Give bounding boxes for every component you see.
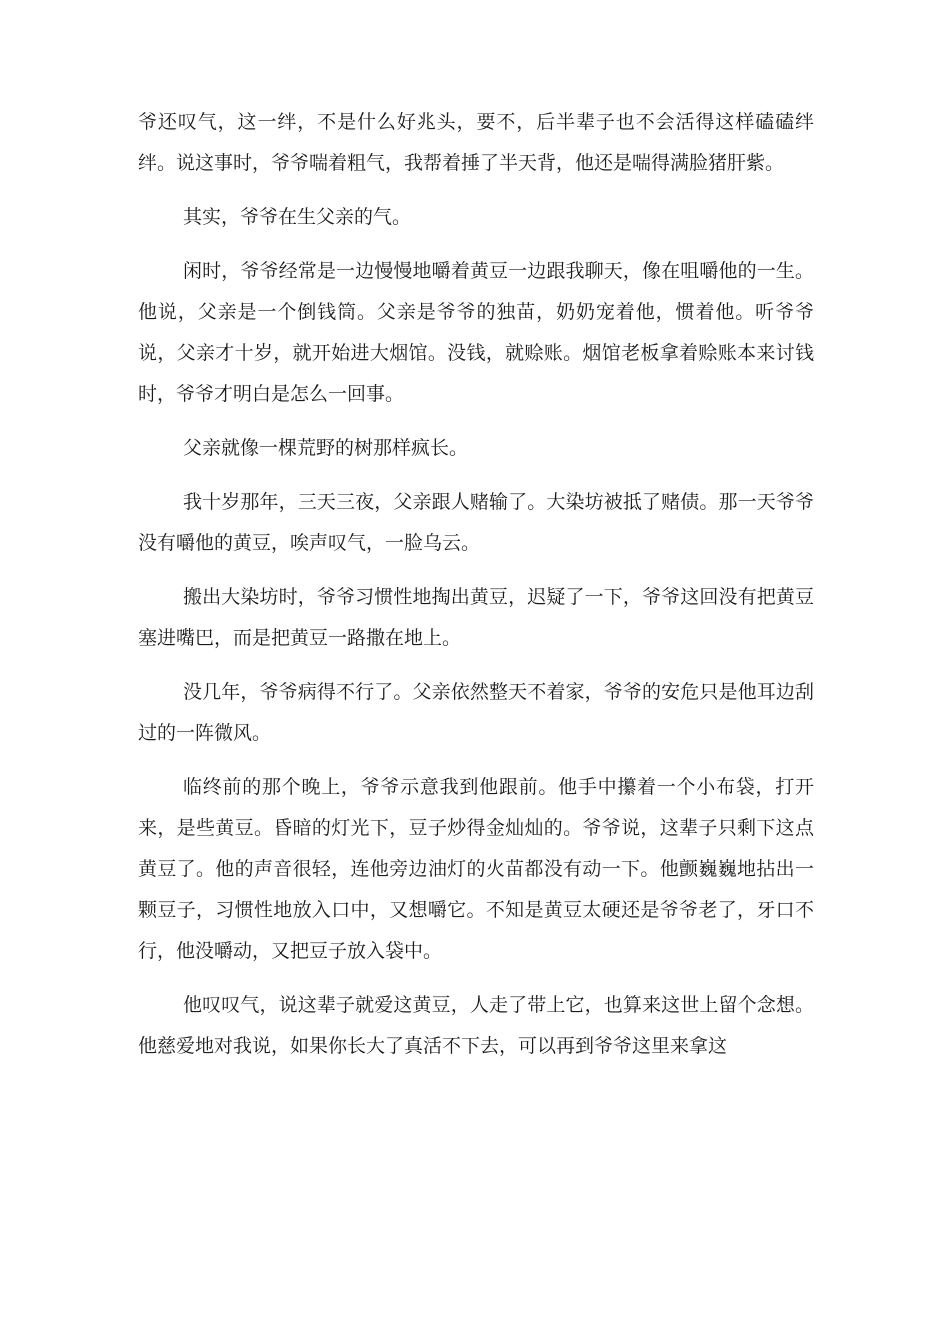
- paragraph: 临终前的那个晚上，爷爷示意我到他跟前。他手中攥着一个小布袋，打开来，是些黄豆。昏暗的灯光下，豆子炒得金灿灿的。爷爷说，这辈子只剩下这点黄豆了。他的声音很轻，连他旁边油灯的火苗都没有动一下。他颤巍巍地拈出一颗豆子，习惯性地放入口中，又想嚼它。不知是黄豆太硬还是爷爷老了，牙口不行，他没嚼动，又把豆子放入袋中。: [138, 776, 814, 962]
- paragraph: 我十岁那年，三天三夜，父亲跟人赌输了。大染坊被抵了赌债。那一天爷爷没有嚼他的黄豆，唉声叹气，一脸乌云。: [138, 491, 814, 554]
- paragraph: 父亲就像一棵荒野的树那样疯长。: [183, 437, 469, 459]
- body-text: [138, 102, 814, 1080]
- paragraph: 闲时，爷爷经常是一边慢慢地嚼着黄豆一边跟我聊天，像在咀嚼他的一生。他说，父亲是一个倒钱筒。父亲是爷爷的独苗，奶奶宠着他，惯着他。听爷爷说，父亲才十岁，就开始进大烟馆。没钱，就赊账。烟馆老板拿着赊账本来讨钱时，爷爷才明白是怎么一回事。: [138, 260, 814, 405]
- paragraph: 他叹叹气，说这辈子就爱这黄豆，人走了带上它，也算来这世上留个念想。他慈爱地对我说，如果你长大了真活不下去，可以再到爷爷这里来拿这: [138, 994, 814, 1057]
- paragraph: 爷还叹气，这一绊，不是什么好兆头，要不，后半辈子也不会活得这样磕磕绊绊。说这事时，爷爷喘着粗气，我帮着捶了半天背，他还是喘得满脸猪肝紫。: [138, 111, 814, 174]
- paragraph: 其实，爷爷在生父亲的气。: [183, 206, 412, 228]
- paragraph: 搬出大染坊时，爷爷习惯性地掏出黄豆，迟疑了一下，爷爷这回没有把黄豆塞进嘴巴，而是把黄豆一路撒在地上。: [138, 586, 814, 649]
- paragraph: 没几年，爷爷病得不行了。父亲依然整天不着家，爷爷的安危只是他耳边刮过的一阵微风。: [138, 681, 814, 744]
